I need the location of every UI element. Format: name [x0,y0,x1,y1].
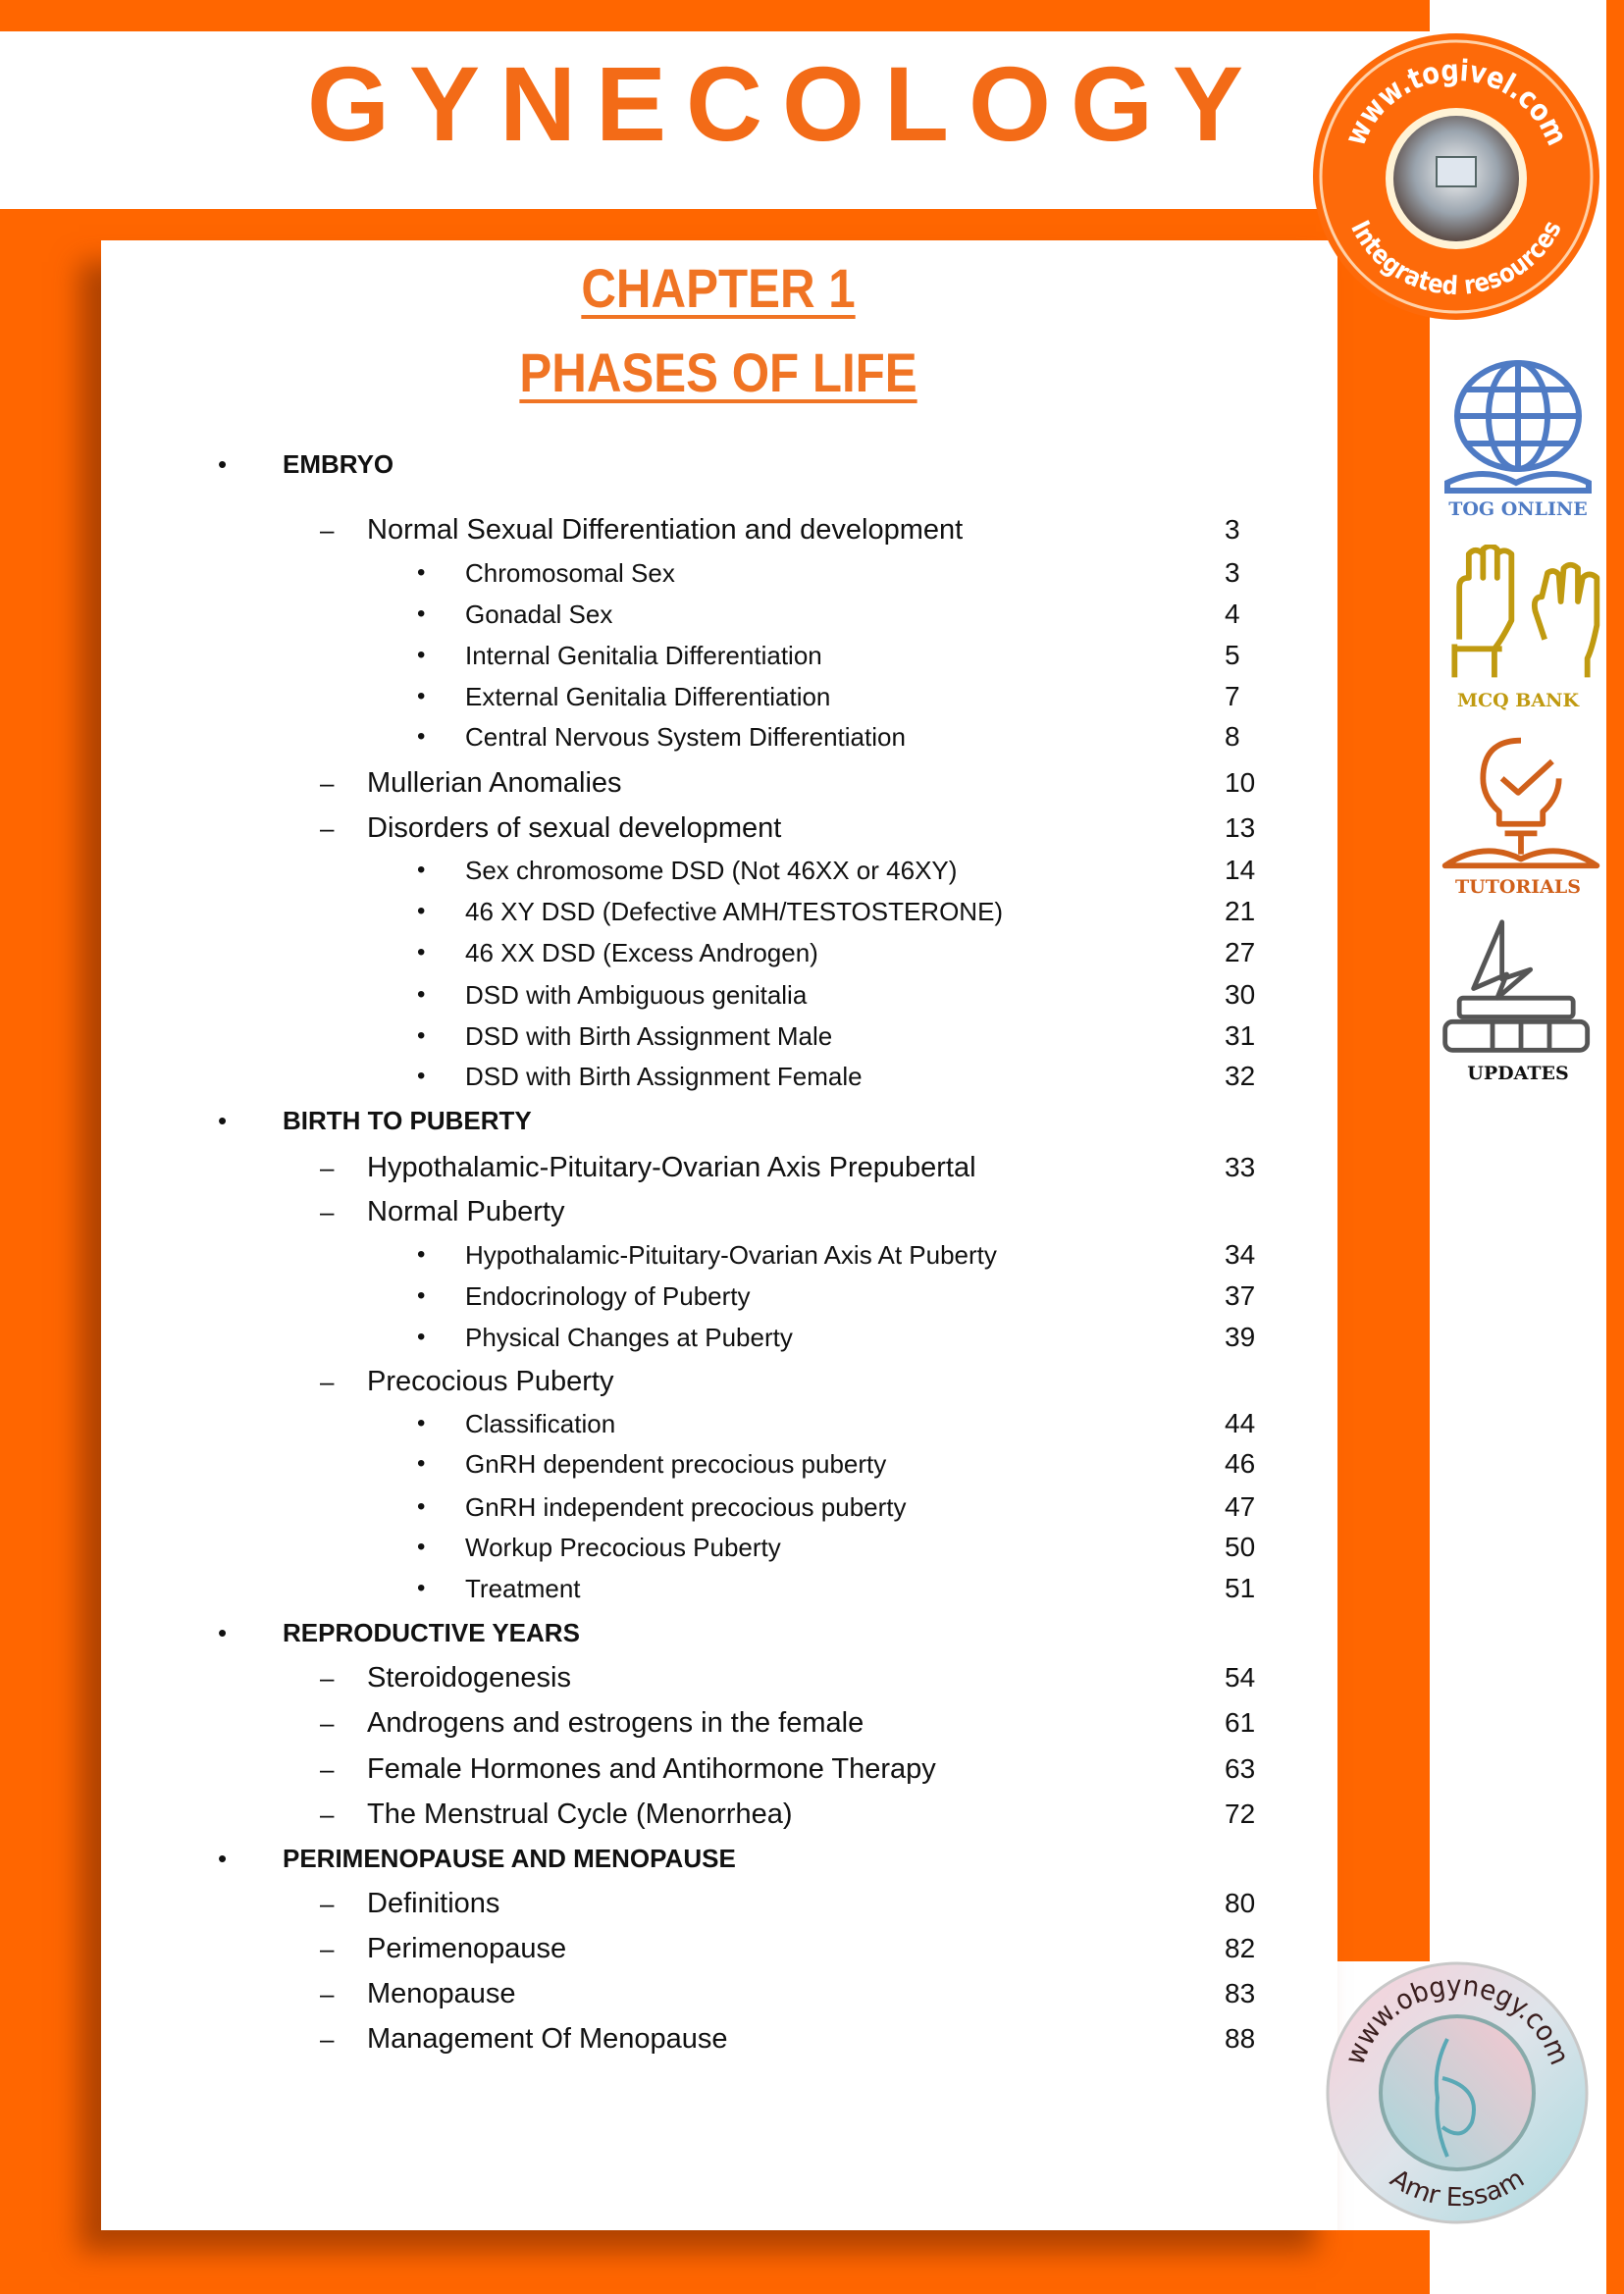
toc-page-number: 8 [1225,721,1240,753]
toc-entry-label: 46 XY DSD (Defective AMH/TESTOSTERONE) [465,896,1004,926]
toc-entry[interactable] [0,595,1624,634]
dash-marker: – [320,1663,335,1694]
bullet-marker: • [417,938,426,965]
toc-entry-label: REPRODUCTIVE YEARS [283,1617,580,1647]
toc-page-number: 21 [1225,895,1256,926]
toc-entry-label: GnRH dependent precocious puberty [465,1449,887,1480]
toc-entry-label: Endocrinology of Puberty [465,1281,751,1312]
toc-entry[interactable] [0,1148,1624,1187]
toc-page-number: 44 [1225,1407,1256,1438]
toc-entry[interactable] [0,677,1624,716]
toc-entry-label: External Genitalia Differentiation [465,681,831,711]
bullet-marker: • [417,1575,426,1602]
toc-entry-label: Chromosomal Sex [465,558,675,589]
toc-page-number: 82 [1225,1933,1256,1963]
toc-entry-label: Sex chromosome DSD (Not 46XX or 46XY) [465,856,958,886]
bullet-marker: • [417,559,426,587]
toc-entry[interactable] [0,1444,1624,1484]
toc-entry-label: Gonadal Sex [465,600,613,630]
toc-entry-label: Management Of Menopause [367,2023,728,2056]
bullet-marker: • [417,1241,426,1269]
bullet-marker: • [218,1106,228,1136]
bullet-marker: • [218,1843,228,1873]
book-title: GYNECOLOGY [306,44,1264,163]
svg-text:www.togivel.com: www.togivel.com [1337,53,1577,155]
toc-entry[interactable] [0,1795,1624,1834]
toc-entry-label: PERIMENOPAUSE AND MENOPAUSE [283,1843,736,1873]
svg-text:www.obgynegy.com: www.obgynegy.com [1337,1968,1577,2071]
toc-section[interactable] [0,1101,1624,1140]
updates-label: UPDATES [1467,1063,1569,1084]
toc-entry[interactable] [0,1658,1624,1697]
chapter-number: CHAPTER 1 [581,257,856,319]
toc-entry[interactable] [0,1318,1624,1357]
toc-entry[interactable] [0,1569,1624,1608]
dash-marker: – [320,1934,335,1963]
toc-entry-label: Treatment [465,1574,581,1604]
toc-entry[interactable] [0,1528,1624,1567]
toc-entry[interactable] [0,763,1624,803]
toc-entry[interactable] [0,1749,1624,1789]
toc-page-number: 14 [1225,855,1256,886]
toc-page-number: 83 [1225,1978,1256,2009]
dash-marker: – [320,1979,335,2009]
lightbulb-book-icon [1438,731,1604,873]
bullet-marker: • [417,1534,426,1561]
toc-entry-label: Classification [465,1408,616,1438]
toc-page-number: 51 [1225,1573,1256,1604]
dash-marker: – [320,1152,335,1182]
mcq-bank-label: MCQ BANK [1456,690,1579,711]
toc-entry[interactable] [0,1362,1624,1401]
toc-entry-label: Hypothalamic-Pituitary-Ovarian Axis Prepubertal [367,1151,976,1183]
toc-entry[interactable] [0,1235,1624,1275]
toc-page-number: 61 [1225,1707,1256,1739]
toc-page-number: 3 [1225,513,1240,545]
toc-entry[interactable] [0,510,1624,549]
tutorials-label: TUTORIALS [1455,876,1581,898]
svg-text:Integrated resources: Integrated resources [1344,214,1569,302]
toc-page-number: 5 [1225,639,1240,670]
toc-entry[interactable] [0,1192,1624,1231]
bullet-marker: • [417,1323,426,1350]
toc-entry-label: Hypothalamic-Pituitary-Ovarian Axis At Puberty [465,1240,997,1271]
toc-entry-label: Physical Changes at Puberty [465,1322,793,1352]
chapter-title: PHASES OF LIFE [519,341,917,403]
toc-entry-label: DSD with Ambiguous genitalia [465,979,808,1010]
dash-marker: – [320,767,335,798]
toc-entry[interactable] [0,1884,1624,1923]
toc-entry-label: Workup Precocious Puberty [465,1533,781,1563]
bullet-marker: • [417,723,426,751]
toc-page-number: 10 [1225,766,1256,798]
toc-section[interactable] [0,1613,1624,1652]
toc-entry[interactable] [0,851,1624,890]
toc-entry-label: Definitions [367,1887,500,1919]
bullet-marker: • [218,448,228,479]
toc-page-number: 63 [1225,1752,1256,1784]
toc-entry-label: EMBRYO [283,448,394,479]
toc-page-number: 88 [1225,2023,1256,2055]
toc-entry[interactable] [0,1277,1624,1316]
toc-entry[interactable] [0,933,1624,972]
svg-text:Amr Essam: Amr Essam [1385,2164,1530,2214]
dash-marker: – [320,2024,335,2055]
toc-entry-label: Central Nervous System Differentiation [465,722,906,753]
toc-page-number: 34 [1225,1239,1256,1271]
toc-entry-label: Androgens and estrogens in the female [367,1707,864,1740]
togivel-logo[interactable] [1311,31,1601,322]
toc-page-number: 39 [1225,1321,1256,1352]
toc-page-number: 33 [1225,1151,1256,1182]
dash-marker: – [320,1366,335,1396]
globe-book-icon [1440,355,1597,497]
toc-entry-label: Internal Genitalia Differentiation [465,640,822,670]
toc-page-number: 31 [1225,1019,1256,1051]
bullet-marker: • [417,897,426,924]
dash-marker: – [320,1888,335,1918]
toc-section[interactable] [0,1839,1624,1878]
toc-entry[interactable] [0,1703,1624,1743]
toc-entry-label: Perimenopause [367,1933,567,1964]
bullet-marker: • [218,1617,228,1647]
dash-marker: – [320,812,335,843]
dash-marker: – [320,1196,335,1226]
toc-entry-label: DSD with Birth Assignment Female [465,1062,863,1092]
toc-page-number: 54 [1225,1662,1256,1694]
dash-marker: – [320,1799,335,1829]
bullet-marker: • [417,1492,426,1520]
toc-page-number: 32 [1225,1061,1256,1092]
toc-page-number: 47 [1225,1490,1256,1522]
toc-entry[interactable] [0,808,1624,848]
toc-section[interactable] [0,444,1624,484]
toc-page-number: 13 [1225,811,1256,843]
bullet-marker: • [417,857,426,884]
dash-marker: – [320,1753,335,1784]
toc-page-number: 30 [1225,978,1256,1010]
top-orange-bar [0,0,1430,31]
toc-entry[interactable] [0,1404,1624,1443]
raised-hands-icon [1433,545,1609,687]
bullet-marker: • [417,1409,426,1436]
obgynegy-logo[interactable] [1325,1960,1590,2225]
toc-entry[interactable] [0,892,1624,931]
toc-entry-label: Menopause [367,1978,516,2010]
bullet-marker: • [417,1450,426,1478]
toc-entry-label: Mullerian Anomalies [367,766,622,799]
toc-entry[interactable] [0,1487,1624,1527]
toc-page-number: 46 [1225,1448,1256,1480]
dash-marker: – [320,1708,335,1739]
tog-online-label: TOG ONLINE [1448,498,1588,520]
toc-entry-label: The Menstrual Cycle (Menorrhea) [367,1798,793,1830]
toc-entry[interactable] [0,1057,1624,1096]
toc-entry[interactable] [0,553,1624,593]
dash-marker: – [320,514,335,545]
toc-entry-label: 46 XX DSD (Excess Androgen) [465,937,818,967]
bullet-marker: • [417,682,426,709]
toc-entry[interactable] [0,1017,1624,1056]
toc-page-number: 72 [1225,1798,1256,1829]
toc-page-number: 50 [1225,1532,1256,1563]
lightning-books-icon [1433,917,1609,1060]
bullet-marker: • [417,1063,426,1090]
toc-entry-label: GnRH independent precocious puberty [465,1491,907,1522]
bullet-marker: • [417,600,426,628]
toc-entry[interactable] [0,636,1624,675]
toc-entry-label: DSD with Birth Assignment Male [465,1020,833,1051]
toc-page-number: 27 [1225,936,1256,967]
bullet-marker: • [417,1021,426,1049]
toc-entry-label: Normal Puberty [367,1195,565,1227]
toc-entry-label: Disorders of sexual development [367,811,782,844]
toc-page-number: 3 [1225,557,1240,589]
toc-entry-label: Precocious Puberty [367,1365,614,1397]
toc-entry-label: Female Hormones and Antihormone Therapy [367,1752,936,1785]
toc-page-number: 7 [1225,680,1240,711]
toc-entry[interactable] [0,717,1624,756]
bullet-marker: • [417,1282,426,1310]
bullet-marker: • [417,641,426,668]
bullet-marker: • [417,980,426,1008]
toc-entry-label: Normal Sexual Differentiation and development [367,513,964,546]
toc-page-number: 37 [1225,1280,1256,1312]
toc-page-number: 80 [1225,1887,1256,1918]
toc-page-number: 4 [1225,599,1240,630]
toc-entry-label: BIRTH TO PUBERTY [283,1106,532,1136]
toc-entry[interactable] [0,975,1624,1015]
toc-entry-label: Steroidogenesis [367,1662,571,1694]
